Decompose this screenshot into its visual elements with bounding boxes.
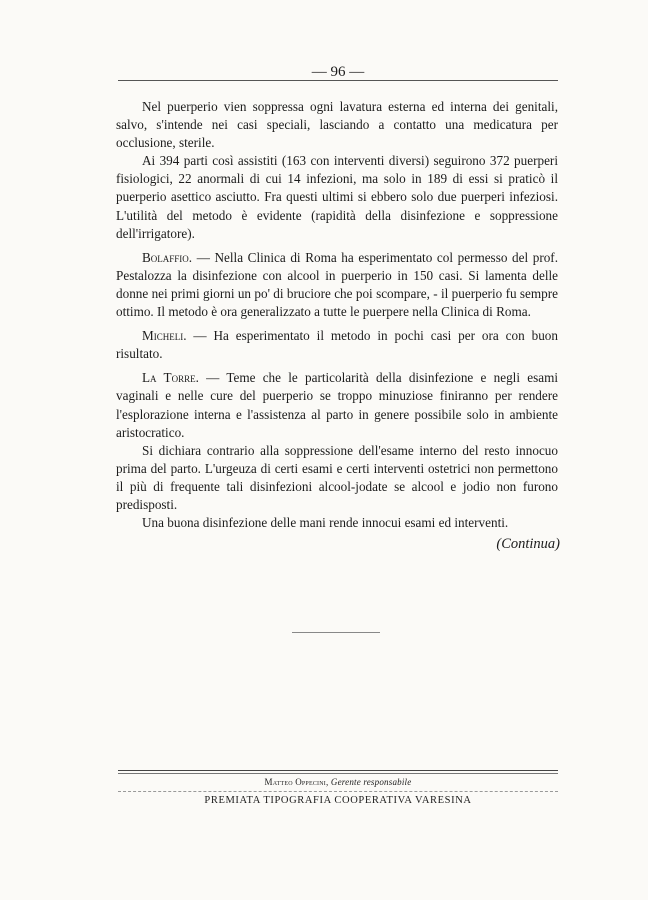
- footer-rule: [118, 773, 558, 774]
- gerente-role: Gerente responsabile: [328, 777, 412, 787]
- gerente-name: Matteo Oppecini,: [264, 777, 329, 787]
- paragraph: [116, 369, 558, 441]
- body-text: [116, 98, 558, 532]
- paragraph-text: — Teme che le particolarità della disinfezione e negli esami vaginali e nelle cure del puerperio se troppo minuziose finiranno per rendere l'esplorazione interna e l'assistenza al parto in genere possibile solo in ambiente aristocratico.: [116, 370, 558, 440]
- paragraph-text: — Nella Clinica di Roma ha esperimentato col permesso del prof. Pestalozza la disinfezione con alcool in puerperio in 150 casi. Si lamenta delle donne nei primi giorni un po' di bruciore che poi scompare, - il puerperio fu sempre ottimo. Il metodo è ora generalizzato a tutte le puerpere nella Clinica di Roma.: [116, 249, 558, 320]
- speaker-name: Micheli.: [142, 328, 187, 344]
- paragraph: Ai 394 parti così assistiti (163 con interventi diversi) seguirono 372 puerperi fisiologici, 22 anormali di cui 14 infezioni, ma solo in 189 di essi si praticò il puerperio asettico asciutto. Fra questi ultimi si ebbero solo due puerperi infeziosi. L'utilità del metodo è evidente (rapidità della disinfezione e soppressione dell'irrigatore).: [116, 153, 558, 241]
- printer-imprint: PREMIATA TIPOGRAFIA COOPERATIVA VARESINA: [204, 795, 472, 806]
- section-divider: [292, 632, 380, 633]
- gerente-line: [118, 776, 558, 788]
- paragraph: [116, 327, 558, 363]
- speaker-name: La Torre.: [142, 370, 199, 386]
- continua-label: (Continua): [496, 536, 560, 552]
- paragraph: Nel puerperio vien soppressa ogni lavatura esterna ed interna dei genitali, salvo, s'intende nei casi speciali, lasciando a contatto una medicatura per occlusione, sterile.: [116, 99, 558, 151]
- paragraph-text: — Ha esperimentato il metodo in pochi casi per ora con buon risultato.: [116, 328, 558, 362]
- paragraph: Una buona disinfezione delle mani rende innocui esami ed interventi.: [142, 515, 509, 531]
- page-number: — 96 —: [118, 63, 558, 81]
- page-header: [118, 63, 558, 85]
- paragraph: [116, 249, 558, 321]
- footer-rule: [118, 770, 558, 771]
- speaker-name: Bolaffio.: [142, 249, 193, 265]
- paragraph: Si dichiara contrario alla soppressione dell'esame interno del resto innocuo prima del parto. L'urgeuza di certi esami e certi interventi ostetrici non permettono il più di frequente tali disinfezioni alcool-jodate se alcool e jodio non furono predisposti.: [116, 442, 558, 512]
- footer-rule: [118, 791, 558, 792]
